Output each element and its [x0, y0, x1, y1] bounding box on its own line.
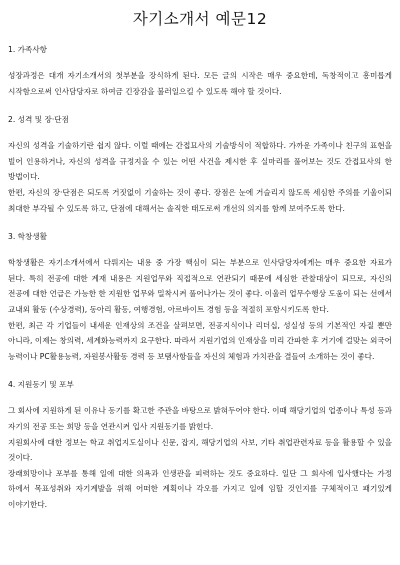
section-paragraph: 그 회사에 지원하게 된 이유나 동기를 확고한 주관을 바탕으로 밝혀두어야 한다. 이때 해당기업의 업종이나 특성 등과 자기의 전공 또는 희망 등을 연관시켜 입사 지원동기를 밝힌다.	[8, 406, 392, 431]
section-school-life	[8, 232, 392, 364]
section-paragraph: 성장과정은 대개 자기소개서의 첫부분을 장식하게 된다. 모든 글의 시작은 매우 중요한데, 독창적이고 흥미롭게 시작함으로써 인사담당자로 하여금 긴장감을 불러일으킬 수 있도록 해야 할 것이다.	[8, 71, 392, 96]
section-paragraph: 자신의 성격을 기술하기란 쉽지 않다. 이럴 때에는 간접묘사의 기술방식이 적합하다. 가까운 가족이나 친구의 표현을 빌어 인용하거나, 자신의 성격을 규정지을 수 있는 어떤 사건을 제시한 후 실마리를 풀어보는 것도 간접묘사의 한 방법이다.	[8, 141, 392, 182]
section-heading: 3. 학창생활	[8, 232, 48, 242]
section-motivation	[8, 380, 392, 512]
section-paragraph: 지원회사에 대한 정보는 학교 취업지도실이나 신문, 잡지, 해당기업의 사보, 기타 취업관련자료 등을 활용할 수 있을 것이다.	[8, 437, 392, 463]
document-title: 자기소개서 예문12	[132, 10, 268, 28]
section-paragraph: 학창생활은 자기소개서에서 다뤄지는 내용 중 가장 핵심이 되는 부분으로 인사담당자에게는 매우 중요한 자료가 된다. 특히 전공에 대한 계재 내용은 지원업무와 직접적으로 연관되기 때문에 세심한 관찰대상이 되므로, 자신의 전공에 대한 언급은 가능한 한 지원한 업무와 밀착시켜 풀어나가는 것이 좋다. 이울러 업무수행상 도움이 되는 선에서 교내외 활동 (수상경력), 동아리 활동, 여행경험, 아르바이트 경험 등을 적절히 포함시키도록 한다.	[8, 258, 392, 314]
section-heading: 4. 지원동기 및 포부	[8, 380, 74, 390]
section-heading: 1. 가족사항	[8, 45, 48, 54]
section-paragraph: 한편, 자신의 장·단점은 되도록 거짓없이 기술하는 것이 좋다. 장점은 눈에 거슬리지 않도록 세심한 주의를 기울이되 최대한 부각될 수 있도록 하고, 단점에 대해서는 솔직한 태도로써 개선의 의지를 함께 보여주도록 한다.	[8, 187, 392, 213]
section-paragraph: 장래희망이나 포부를 통해 일에 대한 의욕과 인생관을 피력하는 것도 중요하다. 일단 그 회사에 입사했다는 가정 하에서 목표성취와 자기계발을 위해 어떠한 계획이나 각오를 가지고 일에 임할 것인지를 구체적이고 패기있게 이야기한다.	[8, 468, 392, 509]
section-heading: 2. 성격 및 장·단점	[8, 115, 69, 125]
section-family	[8, 45, 392, 99]
section-personality	[8, 115, 392, 216]
section-paragraph: 한편, 최근 각 기업들이 내세운 인재상의 조건을 살펴보면, 전공지식이나 리더십, 성실성 등의 기본적인 자질 뿐만 아니라, 이제는 창의력, 세계화능력까지 요구한다. 따라서 지원기업의 인재상을 미리 간파한 후 거기에 걸맞는 외국어 능력이나 PC활용능력, 자원봉사활동 경력 등 보탬사항들을 자신의 체험과 가치관을 결들여 소개하는 것이 좋다.	[8, 320, 392, 361]
